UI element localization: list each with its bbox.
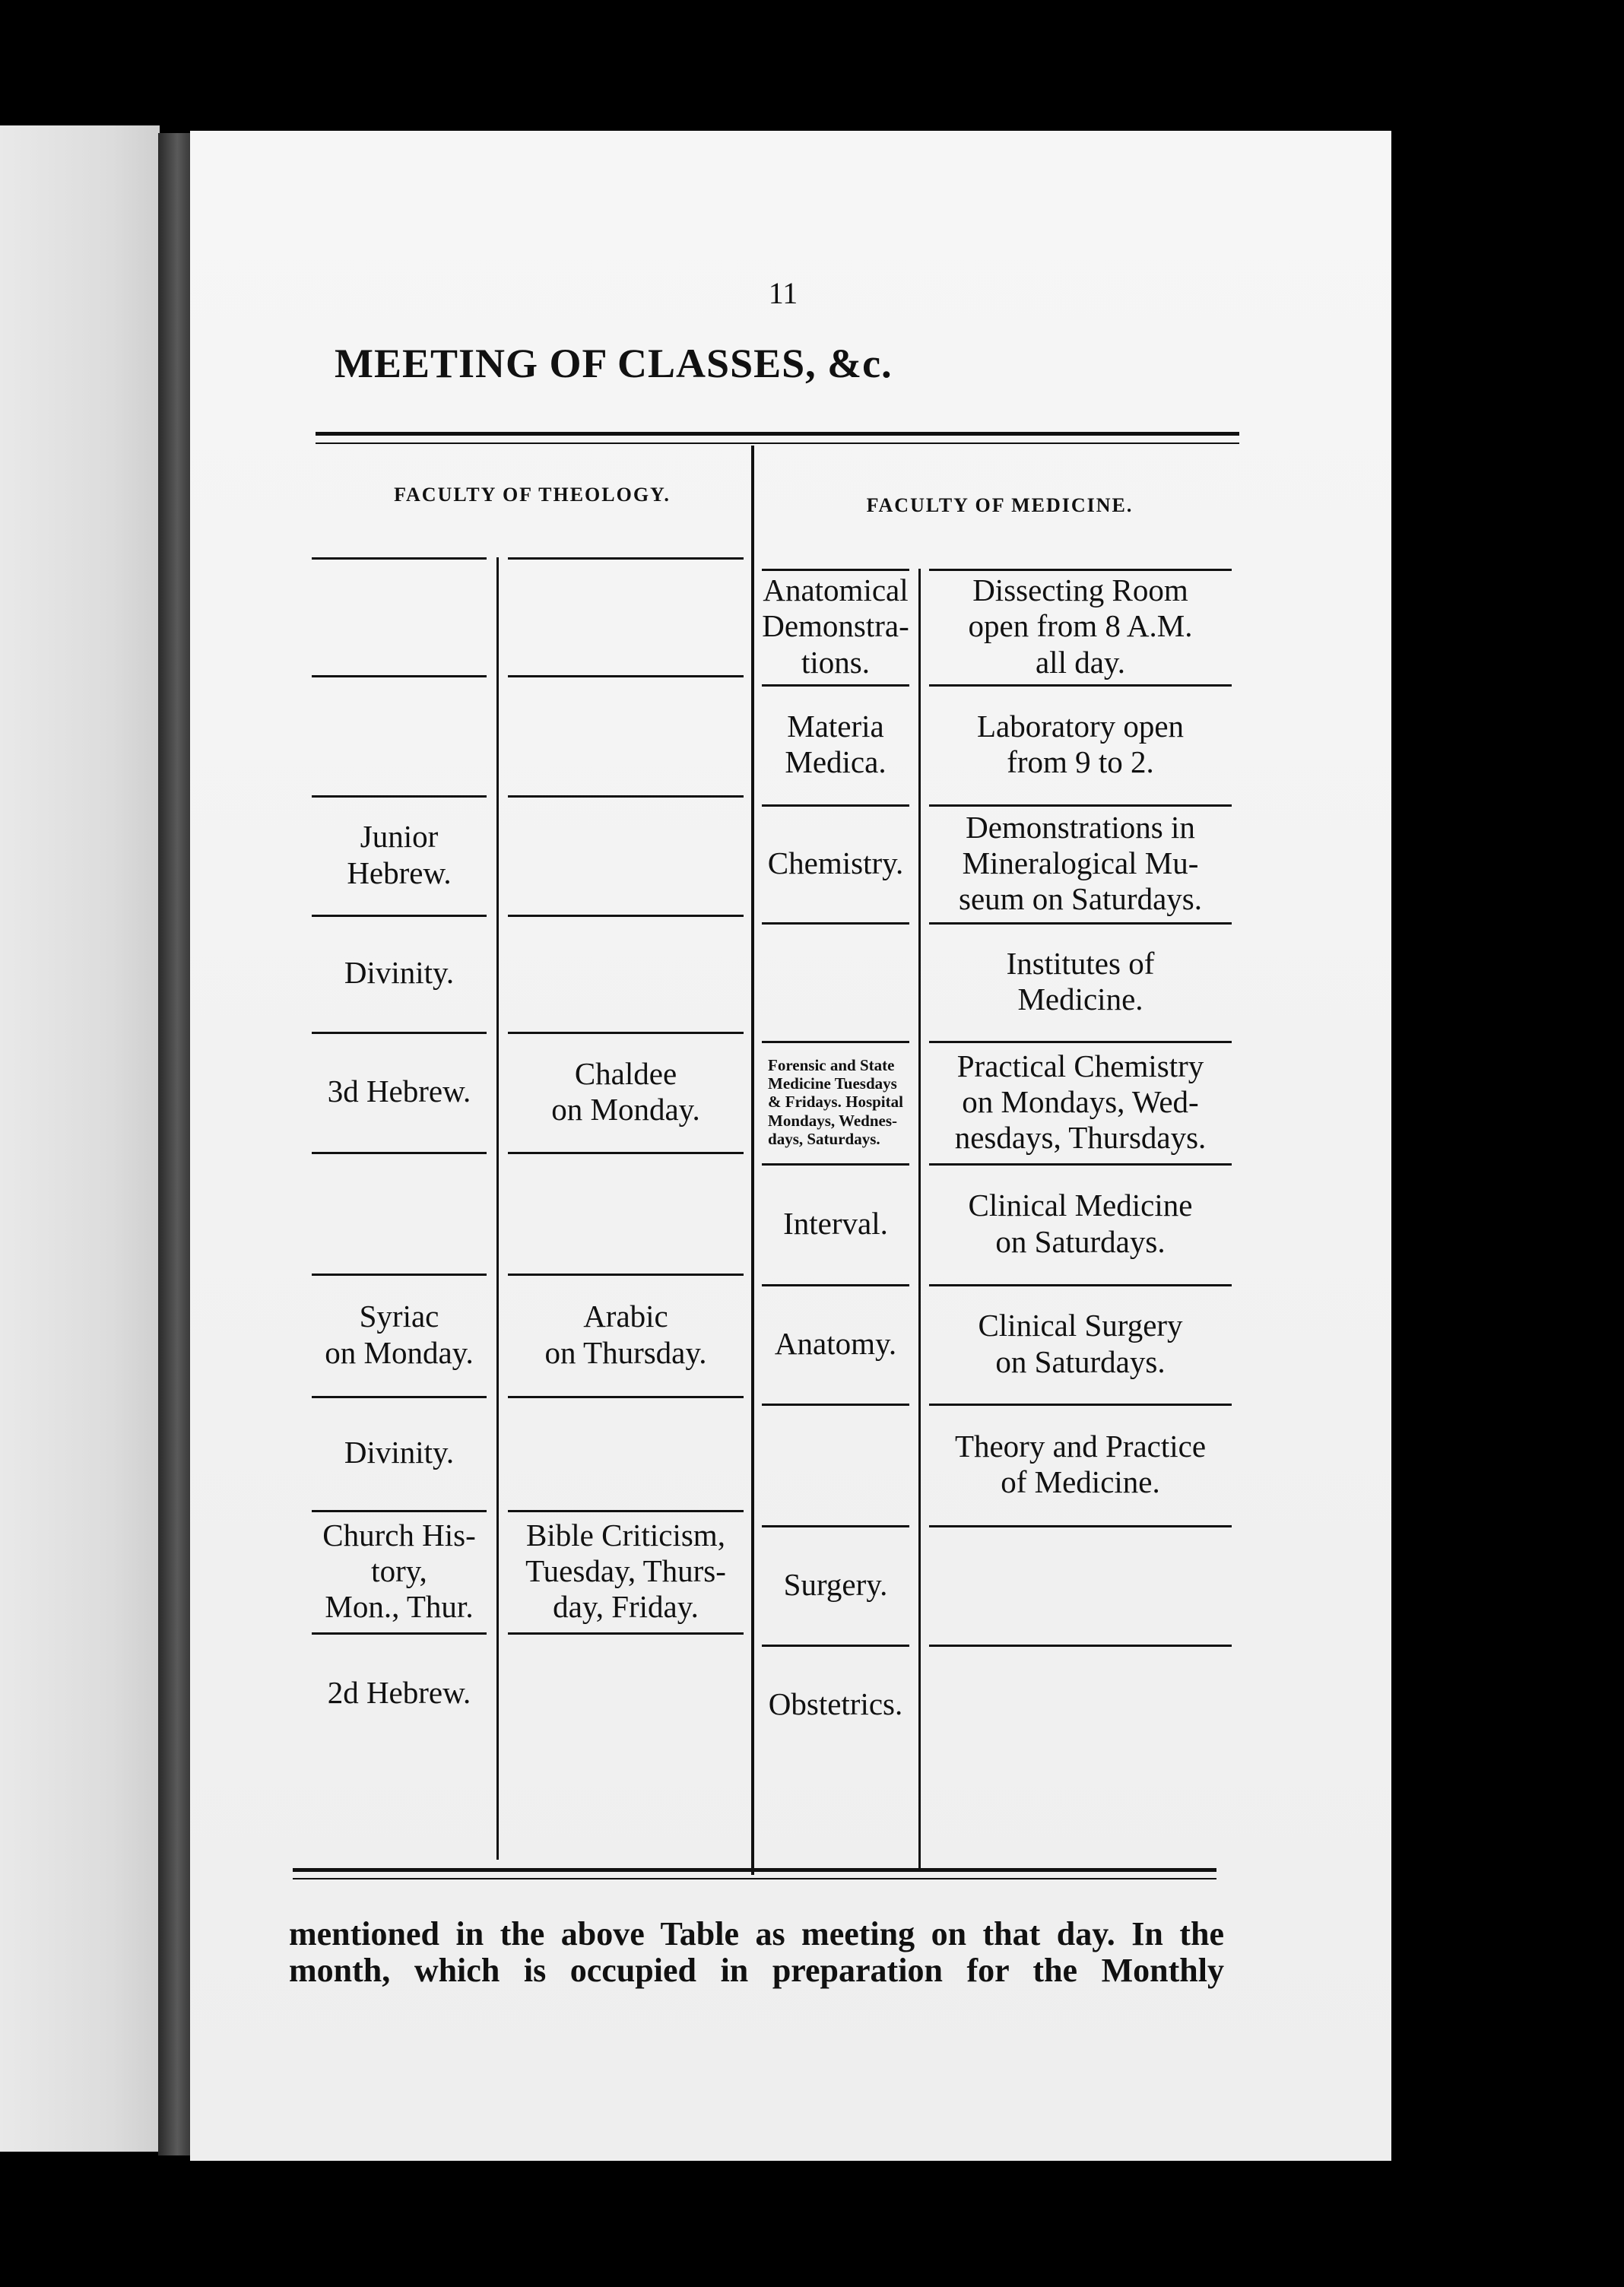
cell-text: Materia Medica. <box>785 708 887 779</box>
table-cell <box>921 1404 1239 1525</box>
table-top-rule-thin <box>316 442 1239 444</box>
row-rule <box>929 684 1232 687</box>
table-cell <box>500 915 751 1032</box>
table-top-rule <box>316 432 1239 436</box>
cell-text: 2d Hebrew. <box>327 1674 471 1710</box>
row-rule <box>762 1525 909 1527</box>
table-cell <box>921 1284 1239 1404</box>
cell-text: Laboratory open from 9 to 2. <box>976 708 1185 779</box>
cell-text: Theory and Practice of Medicine. <box>954 1428 1207 1499</box>
cell-text: 3d Hebrew. <box>327 1074 471 1109</box>
row-rule <box>508 1032 744 1034</box>
cell-text: Interval. <box>783 1205 888 1241</box>
table-cell <box>304 1152 494 1274</box>
row-rule <box>762 922 909 925</box>
cell-text: Arabic on Thursday. <box>544 1299 707 1370</box>
row-rule <box>762 569 909 571</box>
cell-text: Practical Chemistry on Mondays, Wed- nesdays, Thursdays. <box>954 1048 1207 1156</box>
row-rule <box>312 795 487 798</box>
table-cell <box>304 1396 494 1510</box>
table-cell <box>304 1510 494 1632</box>
table-cell <box>304 795 494 915</box>
cell-text: Forensic and State Medicine Tuesdays & Fridays. Hospital Mondays, Wednes- days, Saturdays. <box>768 1056 903 1148</box>
row-rule <box>312 1396 487 1398</box>
table-cell <box>500 557 751 675</box>
cell-text: Chaldee on Monday. <box>551 1055 700 1127</box>
table-cell <box>304 557 494 675</box>
row-rule <box>929 1284 1232 1286</box>
table-bottom-rule <box>293 1868 1216 1872</box>
table-cell <box>754 1041 917 1163</box>
table-cell <box>500 675 751 795</box>
row-rule <box>762 1404 909 1406</box>
table-cell <box>500 1274 751 1396</box>
row-rule <box>929 1163 1232 1166</box>
page-number: 11 <box>768 276 798 310</box>
row-rule <box>312 1632 487 1635</box>
table-cell <box>754 1525 917 1645</box>
table-cell <box>500 1032 751 1152</box>
table-cell <box>754 1645 917 1764</box>
row-rule <box>929 804 1232 807</box>
row-rule <box>929 1525 1232 1527</box>
table-cell <box>754 684 917 804</box>
cell-text: Clinical Medicine on Saturdays. <box>968 1188 1193 1259</box>
row-rule <box>762 1284 909 1286</box>
row-rule <box>508 915 744 917</box>
row-rule <box>312 1152 487 1154</box>
faculty-medicine-heading: FACULTY OF MEDICINE. <box>866 494 1134 516</box>
row-rule <box>762 1645 909 1647</box>
cell-text: Clinical Surgery on Saturdays. <box>978 1308 1183 1379</box>
table-cell <box>304 915 494 1032</box>
table-cell <box>500 1152 751 1274</box>
row-rule <box>929 922 1232 925</box>
footer-line-1: mentioned in the above Table as meeting on that day. In the <box>289 1915 1224 1952</box>
table-cell <box>921 922 1239 1041</box>
table-cell <box>304 1274 494 1396</box>
row-rule <box>929 1041 1232 1043</box>
row-rule <box>312 1510 487 1512</box>
cell-text: Obstetrics. <box>768 1686 903 1721</box>
table-cell <box>754 804 917 922</box>
row-rule <box>762 1163 909 1166</box>
row-rule <box>508 795 744 798</box>
table-cell <box>921 684 1239 804</box>
table-cell <box>500 1632 751 1753</box>
table-cell <box>754 1163 917 1284</box>
row-rule <box>312 915 487 917</box>
previous-page-edge <box>0 125 160 2152</box>
cell-text: Demonstrations in Mineralogical Mu- seum on Saturdays. <box>959 809 1202 917</box>
table-cell <box>754 569 917 684</box>
cell-text: Bible Criticism, Tuesday, Thurs- day, Friday. <box>525 1517 726 1625</box>
cell-text: Syriac on Monday. <box>325 1299 474 1370</box>
table-cell <box>754 1404 917 1525</box>
row-rule <box>508 675 744 677</box>
cell-text: Divinity. <box>344 1435 455 1470</box>
row-rule <box>312 1274 487 1276</box>
table-cell <box>304 1632 494 1753</box>
row-rule <box>312 675 487 677</box>
table-cell <box>754 922 917 1041</box>
cell-text: Anatomy. <box>774 1325 897 1361</box>
row-rule <box>312 557 487 560</box>
table-cell <box>921 569 1239 684</box>
cell-text: Divinity. <box>344 955 455 991</box>
theology-column-divider <box>496 557 499 1860</box>
table-cell <box>304 1032 494 1152</box>
book-spine <box>158 133 190 2155</box>
table-bottom-rule-thin <box>293 1878 1216 1879</box>
cell-text: Chemistry. <box>767 845 904 880</box>
cell-text: Church His- tory, Mon., Thur. <box>322 1517 476 1625</box>
table-cell <box>921 1645 1239 1764</box>
table-cell <box>500 1510 751 1632</box>
table-cell <box>921 1041 1239 1163</box>
table-cell <box>921 804 1239 922</box>
medicine-column-divider <box>918 569 921 1871</box>
cell-text: Anatomical Demonstra- tions. <box>762 573 909 680</box>
table-cell <box>754 1284 917 1404</box>
row-rule <box>762 684 909 687</box>
table-cell <box>921 1163 1239 1284</box>
cell-text: Dissecting Room open from 8 A.M. all day. <box>968 573 1193 680</box>
table-cell <box>304 675 494 795</box>
row-rule <box>508 1152 744 1154</box>
cell-text: Surgery. <box>783 1566 888 1602</box>
cell-text: Junior Hebrew. <box>347 819 452 890</box>
row-rule <box>508 1632 744 1635</box>
row-rule <box>508 1274 744 1276</box>
row-rule <box>312 1032 487 1034</box>
table-cell <box>500 795 751 915</box>
row-rule <box>929 1404 1232 1406</box>
row-rule <box>929 1645 1232 1647</box>
row-rule <box>929 569 1232 571</box>
footer-line-2: month, which is occupied in preparation for the Monthly <box>289 1952 1224 1989</box>
row-rule <box>762 804 909 807</box>
page-title: MEETING OF CLASSES, &c. <box>335 341 893 386</box>
row-rule <box>508 557 744 560</box>
cell-text: Institutes of Medicine. <box>1006 945 1155 1017</box>
table-cell <box>921 1525 1239 1645</box>
row-rule <box>762 1041 909 1043</box>
row-rule <box>508 1396 744 1398</box>
row-rule <box>508 1510 744 1512</box>
faculty-theology-heading: FACULTY OF THEOLOGY. <box>394 484 671 506</box>
table-cell <box>500 1396 751 1510</box>
